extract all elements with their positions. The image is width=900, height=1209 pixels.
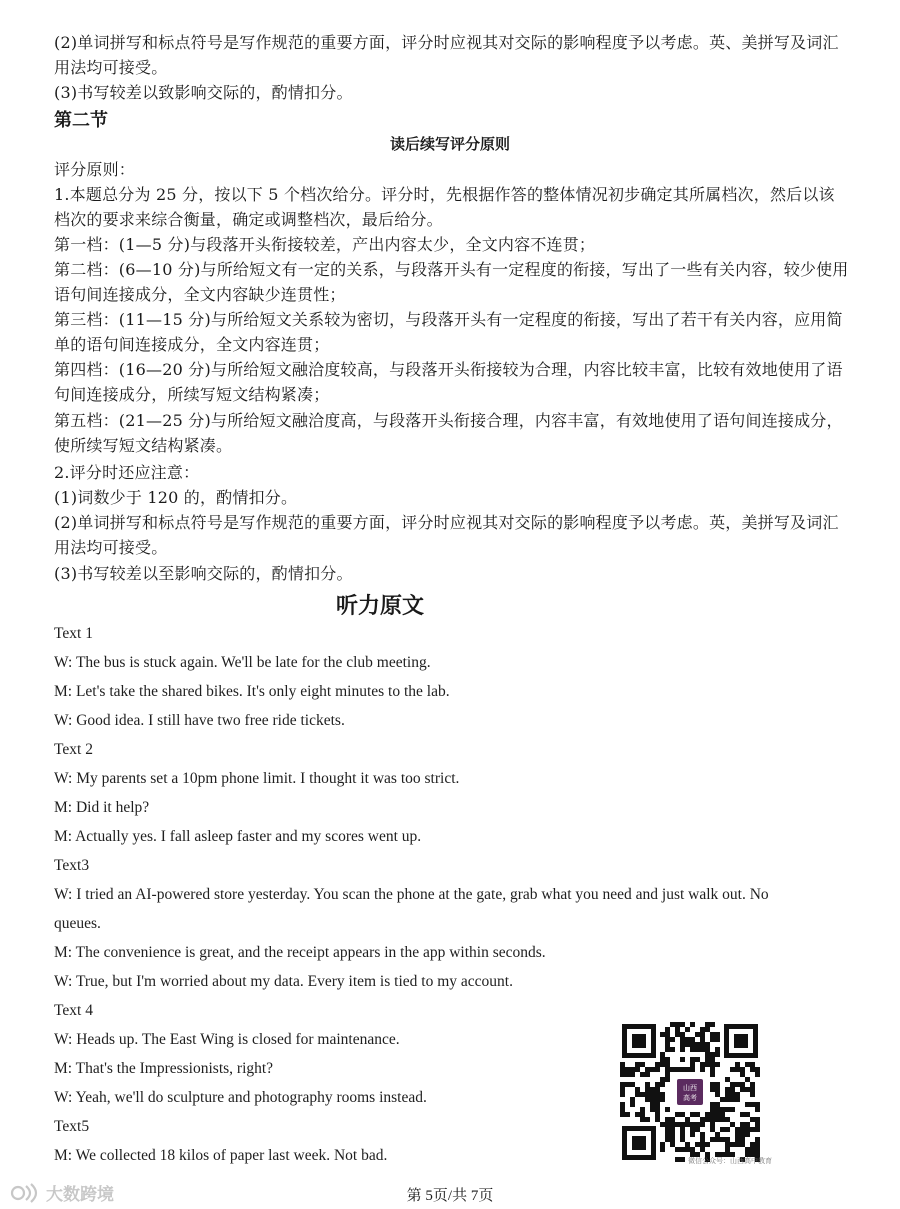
principles-label: 评分原则： <box>54 160 136 179</box>
section-heading: 第二节 <box>54 110 108 131</box>
transcript-line: M: Did it help? <box>54 799 150 816</box>
tier-3: 第三档：(11—15 分)与所给短文关系较为密切，与段落开头有一定程度的衔接，写出了若干有关内容，应用简单的语句间连接成分，全文内容连贯； <box>54 310 843 354</box>
transcript-line: M: We collected 18 kilos of paper last week. Not bad. <box>54 1147 388 1164</box>
principle-1: 1.本题总分为 25 分，按以下 5 个档次给分。评分时，先根据作答的整体情况初步确定其所属档次，然后以该档次的要求来综合衡量，确定或调整档次，最后给分。 <box>54 185 835 229</box>
transcript-line: W: Good idea. I still have two free ride tickets. <box>54 712 345 729</box>
qr-code[interactable] <box>620 1022 760 1162</box>
transcript-line: M: Actually yes. I fall asleep faster and my scores went up. <box>54 828 422 845</box>
tier-1: 第一档：(1—5 分)与段落开头衔接较差，产出内容太少，全文内容不连贯； <box>54 235 596 254</box>
transcript-line: queues. <box>54 915 101 932</box>
qr-logo-text-1: 山西 <box>683 1084 697 1092</box>
transcript-title: 听力原文 <box>335 594 424 619</box>
transcript-line: Text 4 <box>54 1002 93 1019</box>
watermark <box>10 1180 114 1205</box>
note-1: (1)词数少于 120 的，酌情扣分。 <box>54 488 298 507</box>
transcript-line: M: That's the Impressionists, right? <box>54 1060 274 1077</box>
page-number: 第 5页/共 7页 <box>406 1188 494 1204</box>
section-title: 读后续写评分原则 <box>389 135 510 153</box>
transcript-line: W: Yeah, we'll do sculpture and photography rooms instead. <box>54 1089 427 1106</box>
principle-2: 2.评分时还应注意： <box>54 463 200 482</box>
transcript-line: W: True, but I'm worried about my data. Every item is tied to my account. <box>54 973 513 990</box>
scoring-item-2: (2)单词拼写和标点符号是写作规范的重要方面，评分时应视其对交际的影响程度予以考虑。英、美拼写及词汇用法均可接受。 <box>54 33 839 77</box>
qr-caption: 微信公众号：山西高中教育 <box>688 1157 772 1165</box>
note-2: (2)单词拼写和标点符号是写作规范的重要方面，评分时应视其对交际的影响程度予以考虑。英，美拼写及词汇用法均可接受。 <box>54 513 839 557</box>
transcript-line: Text 1 <box>54 625 93 642</box>
transcript-line: Text3 <box>54 857 90 874</box>
tier-4: 第四档：(16—20 分)与所给短文融洽度较高，与段落开头衔接较为合理，内容比较丰富，比较有效地使用了语句间连接成分，所续写短文结构紧凑； <box>54 360 843 404</box>
transcript-line: W: I tried an AI-powered store yesterday. You scan the phone at the gate, grab what you need and just walk out. No <box>54 886 769 903</box>
qr-logo-text-2: 高考 <box>683 1094 697 1102</box>
scoring-item-3: (3)书写较差以致影响交际的，酌情扣分。 <box>54 83 353 102</box>
transcript-line: Text5 <box>54 1118 90 1135</box>
transcript-line: W: My parents set a 10pm phone limit. I thought it was too strict. <box>54 770 460 787</box>
transcript-line: W: The bus is stuck again. We'll be late for the club meeting. <box>54 654 431 671</box>
transcript-line: Text 2 <box>54 741 93 758</box>
transcript-line: W: Heads up. The East Wing is closed for maintenance. <box>54 1031 400 1048</box>
note-3: (3)书写较差以至影响交际的，酌情扣分。 <box>54 564 353 583</box>
watermark-text: 大数跨境 <box>46 1185 114 1205</box>
tier-5: 第五档：(21—25 分)与所给短文融洽度高，与段落开头衔接合理，内容丰富，有效地使用了语句间连接成分，使所续写短文结构紧凑。 <box>54 411 843 455</box>
watermark-logo-icon <box>10 1182 40 1204</box>
tier-2: 第二档：(6—10 分)与所给短文有一定的关系，与段落开头有一定程度的衔接，写出了一些有关内容，较少使用语句间连接成分，全文内容缺少连贯性； <box>54 260 849 304</box>
transcript-line: M: Let's take the shared bikes. It's only eight minutes to the lab. <box>54 683 450 700</box>
transcript-line: M: The convenience is great, and the receipt appears in the app within seconds. <box>54 944 546 961</box>
